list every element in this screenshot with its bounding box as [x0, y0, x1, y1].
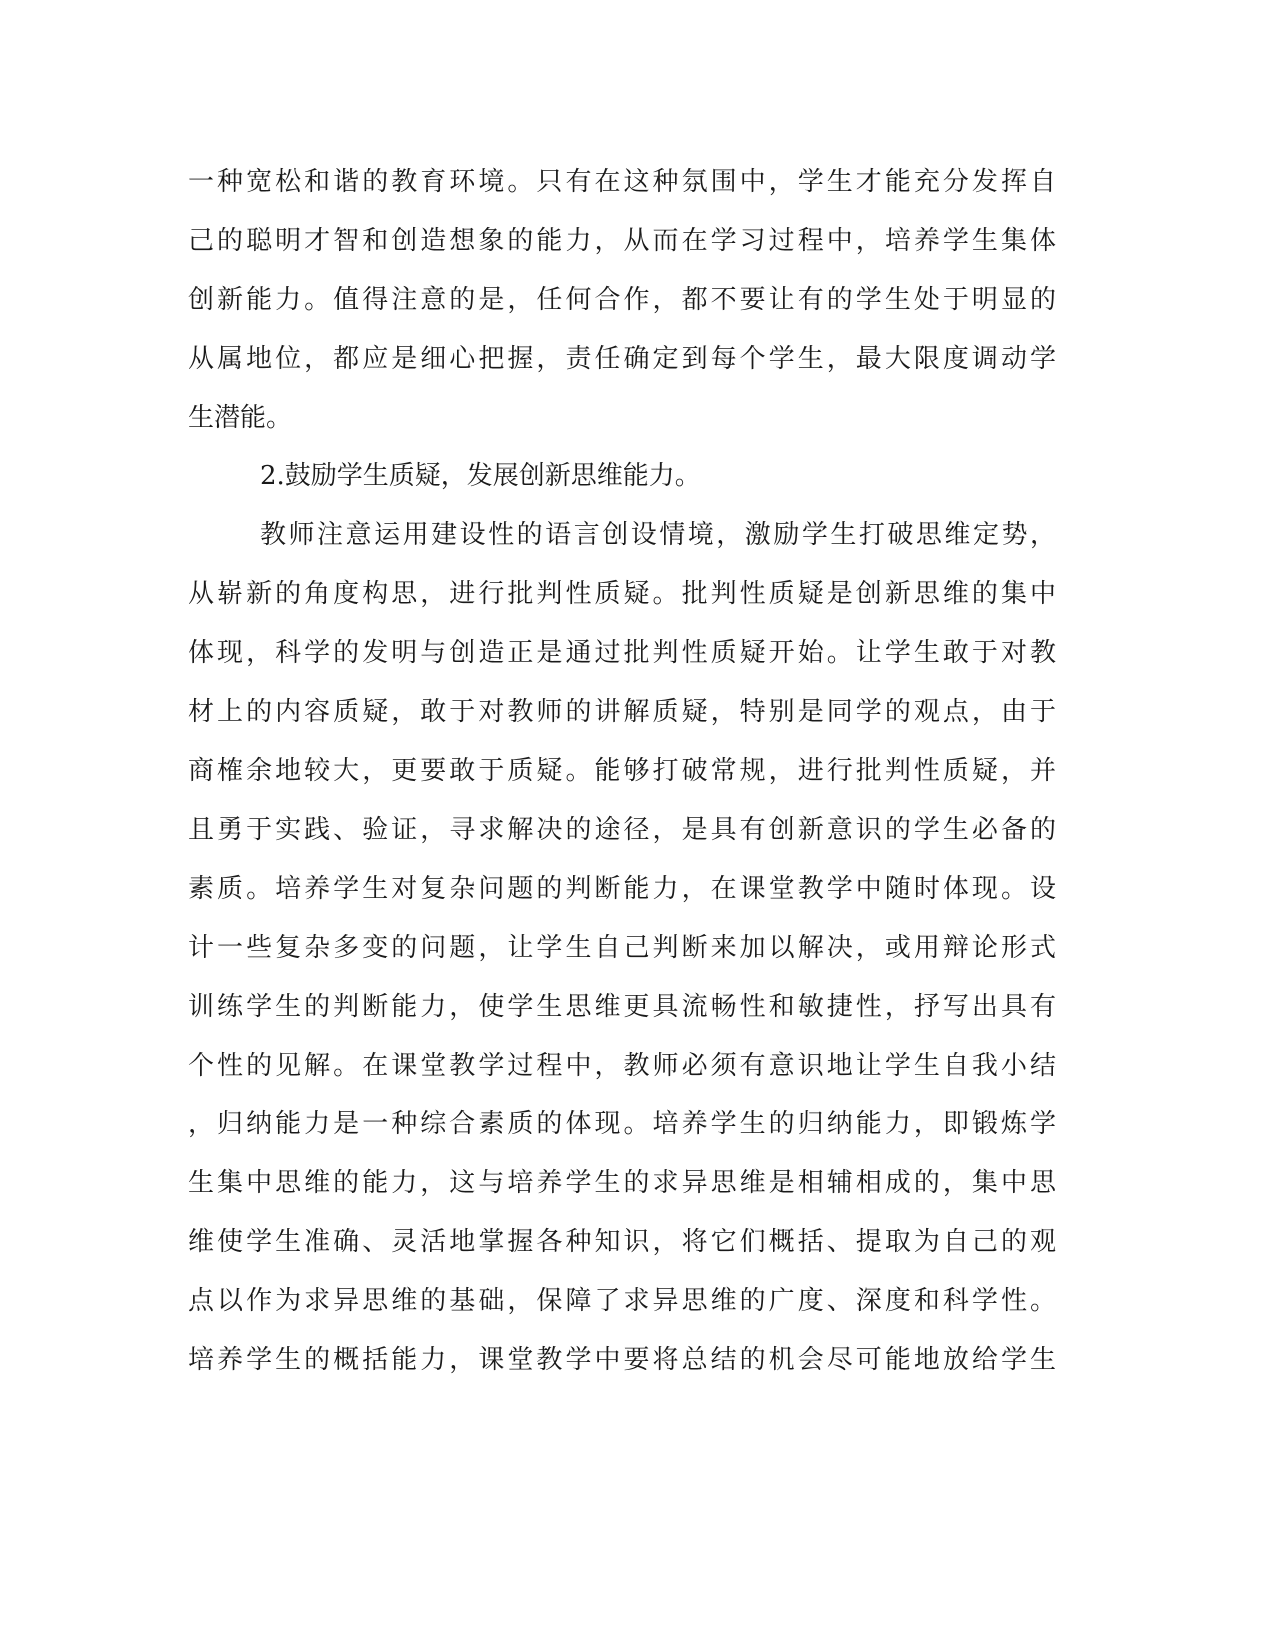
text-line-21: 培养学生的概括能力，课堂教学中要将总结的机会尽可能地放给学生 — [188, 1345, 1056, 1375]
text-line-8: 从崭新的角度构思，进行批判性质疑。批判性质疑是创新思维的集中 — [188, 579, 1056, 609]
text-line-7: 教师注意运用建设性的语言创设情境，激励学生打破思维定势， — [260, 520, 1056, 550]
text-line-12: 且勇于实践、验证，寻求解决的途径，是具有创新意识的学生必备的 — [188, 815, 1056, 845]
text-line-20: 点以作为求异思维的基础，保障了求异思维的广度、深度和科学性。 — [188, 1286, 1056, 1316]
text-line-16: 个性的见解。在课堂教学过程中，教师必须有意识地让学生自我小结 — [188, 1051, 1056, 1081]
section-heading: 2.鼓励学生质疑，发展创新思维能力。 — [260, 461, 701, 491]
text-line-1: 一种宽松和谐的教育环境。只有在这种氛围中，学生才能充分发挥自 — [188, 167, 1056, 197]
text-line-19: 维使学生准确、灵活地掌握各种知识，将它们概括、提取为自己的观 — [188, 1227, 1056, 1257]
text-line-4: 从属地位，都应是细心把握，责任确定到每个学生，最大限度调动学 — [188, 344, 1056, 374]
text-line-3: 创新能力。值得注意的是，任何合作，都不要让有的学生处于明显的 — [188, 285, 1056, 315]
text-line-15: 训练学生的判断能力，使学生思维更具流畅性和敏捷性，抒写出具有 — [188, 992, 1056, 1022]
text-line-14: 计一些复杂多变的问题，让学生自己判断来加以解决，或用辩论形式 — [188, 933, 1056, 963]
text-line-11: 商榷余地较大，更要敢于质疑。能够打破常规，进行批判性质疑，并 — [188, 756, 1056, 786]
text-line-5: 生潜能。 — [188, 403, 293, 433]
text-line-10: 材上的内容质疑，敢于对教师的讲解质疑，特别是同学的观点，由于 — [188, 697, 1056, 727]
text-line-13: 素质。培养学生对复杂问题的判断能力，在课堂教学中随时体现。设 — [188, 874, 1056, 904]
text-line-9: 体现，科学的发明与创造正是通过批判性质疑开始。让学生敢于对教 — [188, 638, 1056, 668]
text-line-18: 生集中思维的能力，这与培养学生的求异思维是相辅相成的，集中思 — [188, 1168, 1056, 1198]
text-line-17: ，归纳能力是一种综合素质的体现。培养学生的归纳能力，即锻炼学 — [188, 1109, 1056, 1139]
text-line-2: 己的聪明才智和创造想象的能力，从而在学习过程中，培养学生集体 — [188, 226, 1056, 256]
